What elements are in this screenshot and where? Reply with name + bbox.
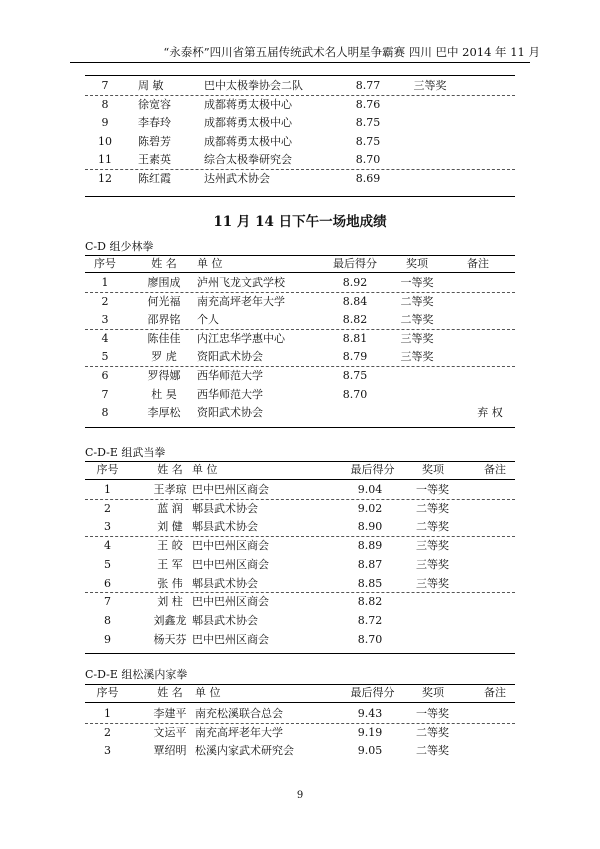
cell-unit: 巴中巴州区商会 [192,632,269,646]
cell-unit: 巴中太极拳协会二队 [204,79,303,92]
header-unit: 单 位 [195,686,221,699]
table-row [0,367,600,385]
group-label: C-D-E 组武当拳 [85,446,166,459]
cell-name: 张 伟 [157,576,183,590]
cell-score: 8.77 [355,79,381,92]
table-row [0,537,600,555]
table-row [0,481,600,499]
cell-number: 7 [101,387,109,401]
cell-unit: 西华师范大学 [197,387,263,401]
cell-unit: 南充高坪老年大学 [197,294,285,308]
cell-number: 12 [98,172,112,185]
header-rule [85,272,515,273]
cell-score: 8.70 [355,153,381,167]
cell-score: 8.85 [357,576,383,590]
table-row [0,311,600,329]
cell-name: 蓝 润 [157,501,183,515]
cell-unit: 郫县武术协会 [192,613,258,627]
cell-unit: 巴中巴州区商会 [192,557,269,571]
table-row [0,612,600,630]
table-header [0,684,600,702]
cell-name: 王素英 [138,153,171,167]
cell-number: 8 [104,613,111,627]
cell-award: 一等奖 [400,276,434,289]
cell-name: 李建平 [153,707,187,720]
cell-score: 8.69 [355,172,381,185]
cell-name: 杨天芬 [153,632,187,646]
cell-number: 10 [98,134,112,148]
cell-score: 8.82 [342,313,368,327]
cell-award: 二等奖 [416,501,449,515]
cell-name: 刘鑫龙 [153,613,187,627]
cell-number: 2 [104,501,111,515]
cell-name: 李厚松 [147,406,181,420]
header-note: 备注 [484,463,506,476]
header-name: 姓 名 [157,686,183,699]
table-row [0,724,600,742]
header-name: 姓 名 [157,463,183,476]
header-note: 备注 [467,257,489,270]
cell-score: 8.82 [357,595,383,609]
cell-number: 1 [101,276,109,289]
page-header: “永泰杯”四川省第五届传统武术名人明星争霸赛 四川 巴中 2014 年 11 月 [163,45,540,59]
cell-name: 何光福 [147,294,181,308]
cell-name: 刘 健 [157,520,183,534]
table-row [0,114,600,132]
cell-unit: 泸州飞龙文武学校 [197,276,285,289]
cell-number: 3 [104,520,111,534]
table-row [0,556,600,574]
header-unit: 单 位 [197,257,223,270]
cell-name: 刘 柱 [157,595,183,609]
section-title: 11 月 14 日下午一场地成绩 [213,214,387,230]
table-bottom-rule [85,427,515,428]
cell-unit: 西华师范大学 [197,369,263,382]
table-row [0,500,600,518]
cell-name: 罗 虎 [151,350,177,364]
header-award: 奖项 [422,686,444,699]
table-row [0,348,600,366]
cell-award: 二等奖 [400,294,434,308]
cell-unit: 南充高坪老年大学 [195,725,283,739]
header-score: 最后得分 [333,257,377,270]
page-number: 9 [296,790,304,801]
cell-number: 9 [101,116,109,130]
table-header [0,255,600,273]
cell-score: 9.02 [357,501,383,515]
cell-number: 6 [104,576,111,590]
cell-unit: 郫县武术协会 [192,520,258,534]
cell-score: 8.70 [357,632,383,646]
header-award: 奖项 [406,257,428,270]
table-row [0,274,600,292]
cell-unit: 综合太极拳研究会 [204,153,292,167]
header-award: 奖项 [422,463,444,476]
cell-score: 9.19 [357,725,383,739]
header-divider [70,62,530,63]
table-row [0,170,600,188]
cell-score: 8.70 [342,387,368,401]
cell-award: 一等奖 [416,707,449,720]
cell-score: 8.76 [355,97,381,111]
cell-name: 陈红霞 [138,172,171,185]
cell-score: 8.92 [342,276,368,289]
header-score: 最后得分 [350,686,395,699]
cell-number: 7 [101,79,109,92]
cell-number: 11 [98,153,112,167]
group-label: C-D 组少林拳 [85,240,154,253]
table-row [0,404,600,422]
cell-score: 8.90 [357,520,383,534]
cell-unit: 松溪内家武术研究会 [195,744,294,758]
cell-number: 1 [104,483,111,496]
cell-name: 覃绍明 [153,744,187,758]
table-row [0,293,600,311]
cell-number: 2 [104,725,111,739]
cell-name: 杜 昊 [151,387,177,401]
cell-number: 9 [104,632,111,646]
cell-award: 二等奖 [400,313,434,327]
cell-number: 5 [101,350,109,364]
cell-award: 一等奖 [416,483,449,496]
table-row [0,96,600,114]
table-row [0,705,600,723]
table-row [0,518,600,536]
cell-score: 8.84 [342,294,368,308]
group-label: C-D-E 组松溪内家拳 [85,668,188,681]
cell-number: 8 [101,97,109,111]
header-number: 序号 [96,686,119,699]
cell-number: 1 [104,707,111,720]
cell-score: 8.87 [357,557,383,571]
cell-number: 4 [101,331,109,345]
cell-unit: 南充松溪联合总会 [195,707,283,720]
cell-number: 4 [104,539,111,553]
table-row [0,593,600,611]
cell-name: 廖围成 [147,276,181,289]
cell-unit: 内江忠华学惠中心 [197,331,285,345]
header-number: 序号 [96,463,119,476]
cell-unit: 资阳武术协会 [197,406,263,420]
cell-award: 二等奖 [416,725,449,739]
table-row [0,133,600,151]
cell-name: 周 敏 [138,79,164,92]
cell-name: 王 皎 [157,539,183,553]
cell-score: 8.75 [355,116,381,130]
cell-unit: 资阳武术协会 [197,350,263,364]
table-header [0,461,600,479]
cell-number: 6 [101,369,109,382]
cell-name: 李春玲 [138,116,171,130]
cell-score: 8.89 [357,539,383,553]
cell-number: 2 [101,294,109,308]
cell-unit: 达州武术协会 [204,172,270,185]
cell-number: 7 [104,595,111,609]
cell-unit: 成都蒋勇太极中心 [204,134,292,148]
cell-unit: 个人 [197,313,219,327]
table-row [0,575,600,593]
cell-number: 3 [104,744,111,758]
cell-score: 9.04 [357,483,383,496]
cell-score: 8.81 [342,331,368,345]
cell-award: 三等奖 [416,557,449,571]
cell-unit: 巴中巴州区商会 [192,539,269,553]
cell-score: 8.75 [355,134,381,148]
cell-award: 二等奖 [416,744,449,758]
cell-score: 8.79 [342,350,368,364]
table-row [0,742,600,760]
cell-number: 8 [101,406,109,420]
cell-unit: 郫县武术协会 [192,576,258,590]
header-number: 序号 [94,257,116,270]
cell-name: 罗得娜 [147,369,181,382]
top-table-rule [85,75,515,76]
table-row [0,386,600,404]
cell-score: 8.72 [357,613,383,627]
cell-name: 徐宽容 [138,97,171,111]
cell-name: 文运平 [153,725,187,739]
cell-score: 9.05 [357,744,383,758]
table-row [0,151,600,169]
cell-score: 9.43 [357,707,383,720]
table-bottom-rule [85,196,515,197]
cell-score: 8.75 [342,369,368,382]
cell-name: 邵界铭 [147,313,181,327]
cell-award: 三等奖 [400,350,434,364]
header-unit: 单 位 [192,463,218,476]
cell-note: 弃 权 [477,406,503,420]
cell-number: 5 [104,557,111,571]
table-row [0,631,600,649]
cell-unit: 巴中巴州区商会 [192,595,269,609]
table-row [0,330,600,348]
header-rule [85,702,515,703]
header-rule [85,479,515,480]
cell-award: 二等奖 [416,520,449,534]
cell-award: 三等奖 [416,539,449,553]
cell-name: 王 军 [157,557,183,571]
cell-award: 三等奖 [413,79,447,92]
cell-unit: 成都蒋勇太极中心 [204,97,292,111]
header-note: 备注 [484,686,506,699]
cell-award: 三等奖 [400,331,434,345]
cell-name: 陈佳佳 [147,331,181,345]
cell-name: 王孝琼 [153,483,187,496]
header-score: 最后得分 [350,463,395,476]
cell-unit: 巴中巴州区商会 [192,483,269,496]
table-bottom-rule [85,653,515,654]
cell-number: 3 [101,313,109,327]
cell-unit: 成都蒋勇太极中心 [204,116,292,130]
table-row [0,77,600,95]
header-name: 姓 名 [151,257,177,270]
cell-name: 陈碧芳 [138,134,171,148]
cell-award: 三等奖 [416,576,449,590]
cell-unit: 郫县武术协会 [192,501,258,515]
